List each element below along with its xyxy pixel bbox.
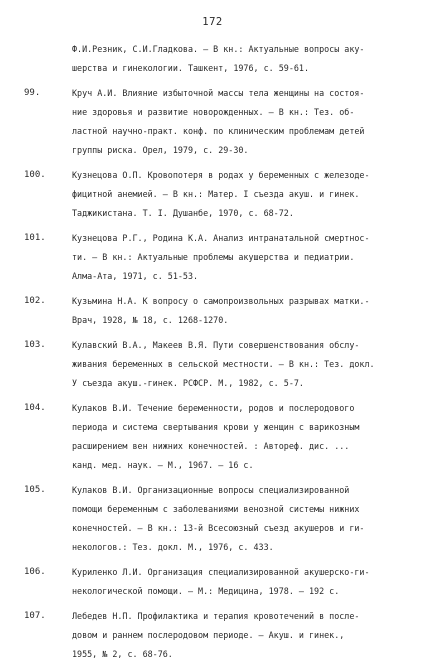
entry-number: 105. (24, 485, 46, 495)
entry-line: Кулаков В.И. Организационные вопросы специализированной (72, 485, 350, 495)
entry-number: 100. (24, 170, 46, 180)
entry-text (72, 399, 412, 475)
entry-line: конечностей. – В кн.: 13-й Всесоюзный съезд акушеров и ги- (72, 523, 365, 533)
entry-line: некологической помощи. – М.: Медицина, 1978. – 192 с. (72, 586, 340, 596)
entry-text (72, 607, 412, 664)
entry-line: группы риска. Орел, 1979, с. 29-30. (72, 145, 249, 155)
entry-line: фицитной анемией. – В кн.: Матер. I съезда акуш. и гинек. (72, 189, 360, 199)
entry-text (72, 229, 412, 286)
entry-line: Круч А.И. Влияние избыточной массы тела женщины на состоя- (72, 88, 365, 98)
entry-line: Кузнецова О.П. Кровопотеря в родах у беременных с железоде- (72, 170, 370, 180)
bibliography-entry (0, 563, 425, 601)
entry-number: 102. (24, 296, 46, 306)
entry-line: Кулаков В.И. Течение беременности, родов и послеродового (72, 403, 355, 413)
entry-line: ти. – В кн.: Актуальные проблемы акушерства и педиатрии. (72, 252, 355, 262)
entry-line: живания беременных в сельской местности. – В кн.: Тез. докл. (72, 359, 375, 369)
entry-line: довом и раннем послеродовом периоде. – Акуш. и гинек., (72, 630, 345, 640)
entry-line: некологов.: Тез. докл. М., 1976, с. 433. (72, 542, 274, 552)
entry-line: ластной научно-практ. конф. по клиническим проблемам детей (72, 126, 365, 136)
entry-line: Врач, 1928, № 18, с. 1268-1270. (72, 315, 229, 325)
entry-text (72, 336, 412, 393)
entry-line: У съезда акуш.-гинек. РСФСР. М., 1982, с. 5-7. (72, 378, 304, 388)
bibliography-entry (0, 481, 425, 557)
entry-number: 106. (24, 567, 46, 577)
entry-text (72, 84, 412, 160)
entry-text (72, 166, 412, 223)
entry-number: 104. (24, 403, 46, 413)
bibliography-entry (0, 229, 425, 286)
entry-line: Ф.И.Резник, С.И.Гладкова. – В кн.: Актуальные вопросы аку- (72, 44, 365, 54)
bibliography-entry (0, 166, 425, 223)
entry-line: помощи беременным с заболеваниями венозной системы нижних (72, 504, 360, 514)
entry-line: 1955, № 2, с. 68-76. (72, 649, 173, 659)
entry-line: расширением вен нижних конечностей. : Автореф. дис. ... (72, 441, 350, 451)
entry-line: Кузьмина Н.А. К вопросу о самопроизвольных разрывах матки.- (72, 296, 370, 306)
entry-number: 107. (24, 611, 46, 621)
bibliography-entry (0, 607, 425, 664)
entry-line: Таджикистана. Т. I. Душанбе, 1970, с. 68-72. (72, 208, 294, 218)
entry-line: ние здоровья и развитие новорожденных. – В кн.: Тез. об- (72, 107, 355, 117)
entry-line: периода и система свертывания крови у женщин с варикозным (72, 422, 360, 432)
entry-line: Лебедев Н.П. Профилактика и терапия кровотечений в после- (72, 611, 360, 621)
entry-line: Кулавский В.А., Макеев В.Я. Пути совершенствования обслу- (72, 340, 360, 350)
entry-number: 103. (24, 340, 46, 350)
bibliography-list (0, 40, 425, 670)
entry-line: Кузнецова Р.Г., Родина К.А. Анализ интранатальной смертнос- (72, 233, 370, 243)
entry-number: 101. (24, 233, 46, 243)
bibliography-entry (0, 40, 425, 78)
entry-line: Куриленко Л.И. Организация специализированной акушерско-ги- (72, 567, 370, 577)
bibliography-entry (0, 336, 425, 393)
bibliography-entry (0, 84, 425, 160)
entry-text (72, 563, 412, 601)
bibliography-entry (0, 292, 425, 330)
bibliography-entry (0, 399, 425, 475)
entry-line: шерства и гинекологии. Ташкент, 1976, с. 59-61. (72, 63, 309, 73)
entry-text (72, 40, 412, 78)
entry-line: канд. мед. наук. – М., 1967. – 16 с. (72, 460, 254, 470)
page-number: 172 (202, 16, 223, 28)
entry-text (72, 292, 412, 330)
entry-text (72, 481, 412, 557)
entry-number: 99. (24, 88, 41, 98)
entry-line: Алма-Ата, 1971, с. 51-53. (72, 271, 199, 281)
